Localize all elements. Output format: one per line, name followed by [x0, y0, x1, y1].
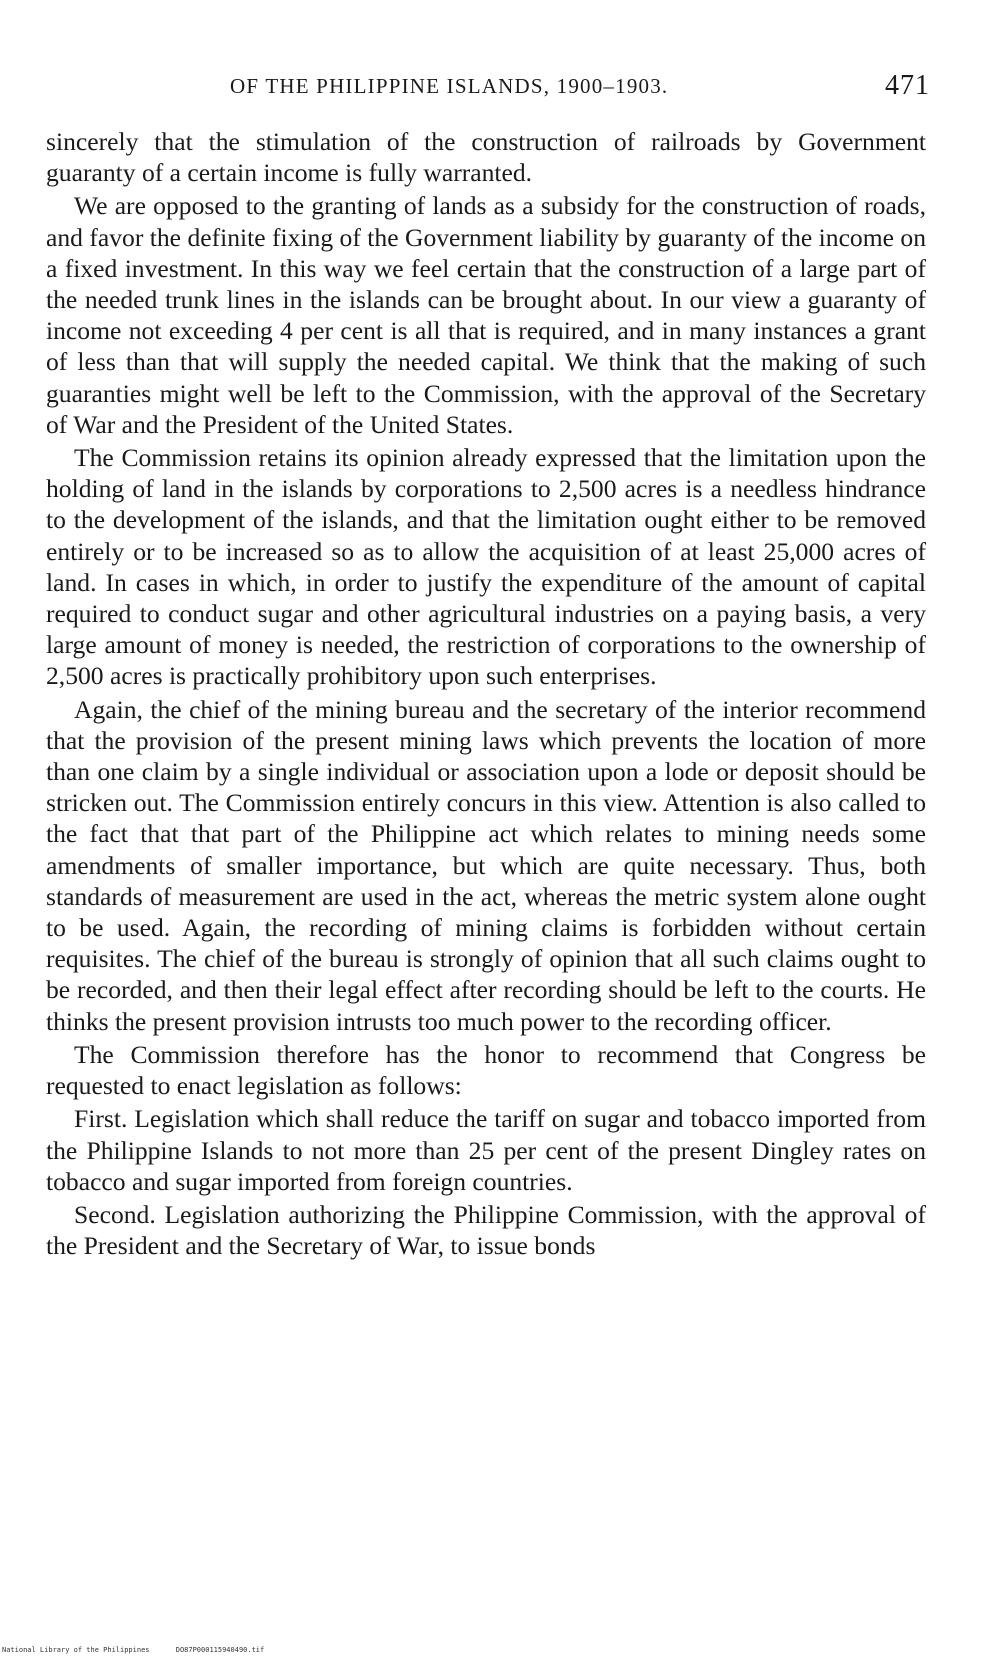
paragraph-land-subsidy: We are opposed to the granting of lands as a subsidy for the construction of roads, and favor the definite fixing of the Government liability by guaranty of the income on a fixed investment. In this way we feel certain that the construction of a large part of the needed trunk lines in the islands can be brought about. In our view a guaranty of income not exceeding 4 per cent is all that is required, and in many instances a grant of less than that will supply the needed capital. We think that the making of such guaranties might well be left to the Commission, with the approval of the Secretary of War and the President of the United States. [46, 191, 926, 439]
paragraph-first-legislation: First. Legislation which shall reduce the tariff on sugar and tobacco imported from the Philippine Islands to not more than 25 per cent of the present Dingley rates on tobacco and sugar imported from foreign countries. [46, 1104, 926, 1196]
paragraph-continuation: sincerely that the stimulation of the construction of railroads by Government guaranty of a certain income is fully warranted. [46, 127, 926, 188]
scan-footer [2, 1646, 264, 1654]
paragraph-recommendation: The Commission therefore has the honor to recommend that Congress be requested to enact legislation as follows: [46, 1039, 926, 1101]
paragraph-land-limitation: The Commission retains its opinion already expressed that the limitation upon the holding of land in the islands by corporations to 2,500 acres is a needless hindrance to the development of the islands, and that the limitation ought either to be removed entirely or to be increased so as to allow the acquisition of at least 25,000 acres of land. In cases in which, in order to justify the expenditure of the amount of capital required to conduct sugar and other agricultural industries on a paying basis, a very large amount of money is needed, the restriction of corporations to the ownership of 2,500 acres is practically prohibitory upon such enterprises. [46, 443, 926, 691]
paragraph-second-legislation: Second. Legislation authorizing the Philippine Commission, with the approval of the President and the Secretary of War, to issue bonds [46, 1199, 926, 1261]
file-identifier: DO87P000115940490.tif [175, 1646, 265, 1654]
running-title: OF THE PHILIPPINE ISLANDS, 1900–1903. [230, 74, 669, 98]
page-number: 471 [885, 70, 930, 101]
running-head [230, 70, 930, 104]
body-text [46, 126, 926, 1263]
library-credit: National Library of the Philippines [2, 1646, 150, 1654]
paragraph-mining-laws: Again, the chief of the mining bureau and the secretary of the interior recommend that the provision of the present mining laws which prevents the location of more than one claim by a single individual or association upon a lode or deposit should be stricken out. The Commission entirely concurs in this view. Attention is also called to the fact that that part of the Philippine act which relates to mining needs some amendments of smaller importance, but which are quite necessary. Thus, both standards of measurement are used in the act, whereas the metric system alone ought to be used. Again, the recording of mining claims is forbidden without certain requisites. The chief of the bureau is strongly of opinion that all such claims ought to be recorded, and then their legal effect after recording should be left to the courts. He thinks the present provision intrusts too much power to the recording officer. [46, 694, 926, 1036]
